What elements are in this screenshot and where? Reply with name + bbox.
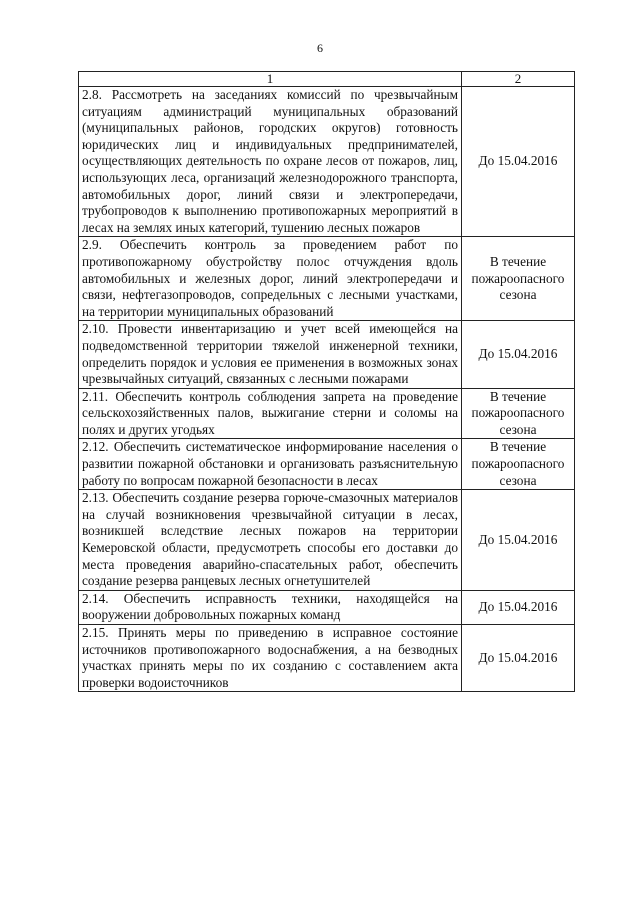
- table-row: [79, 625, 575, 692]
- column-header-2: 2: [462, 72, 575, 87]
- deadline-cell: До 15.04.2016: [462, 590, 575, 624]
- table-row: [79, 237, 575, 321]
- deadline-cell: В течение пожароопасного сезона: [462, 388, 575, 439]
- task-cell: 2.8. Рассмотреть на заседаниях комиссий по чрезвычайным ситуациям администраций муниципальных образований (муниципальных районов, городских округов) готовность юридических лиц и индивидуальных предпринимателей, осуществляющих деятельность по охране лесов от пожаров, лиц, использующих леса, организаций железнодорожного транспорта, автомобильных дорог, линий связи и электропередачи, трубопроводов к выполнению противопожарных мероприятий в лесах на землях иных категорий, тушению лесных пожаров: [79, 87, 462, 237]
- task-cell: 2.11. Обеспечить контроль соблюдения запрета на проведение сельскохозяйственных палов, выжигание стерни и соломы на полях и других угодьях: [79, 388, 462, 439]
- table-row: [79, 87, 575, 237]
- deadline-cell: В течение пожароопасного сезона: [462, 237, 575, 321]
- page-number: 6: [317, 41, 323, 55]
- table-row: [79, 490, 575, 591]
- task-cell: 2.12. Обеспечить систематическое информирование населения о развитии пожарной обстановки и организовать разъяснительную работу по вопросам пожарной безопасности в лесах: [79, 439, 462, 490]
- table-header-row: [79, 72, 575, 87]
- column-header-1: 1: [79, 72, 462, 87]
- table-row: [79, 590, 575, 624]
- deadline-cell: До 15.04.2016: [462, 87, 575, 237]
- table-row: [79, 388, 575, 439]
- task-cell: 2.10. Провести инвентаризацию и учет всей имеющейся на подведомственной территории тяжелой инженерной техники, определить порядок и условия ее применения в возможных зонах чрезвычайных ситуаций, связанных с лесными пожарами: [79, 321, 462, 388]
- table-row: [79, 321, 575, 388]
- task-cell: 2.9. Обеспечить контроль за проведением работ по противопожарному обустройству полос отчуждения вдоль автомобильных и железных дорог, линий электропередачи и связи, нефтегазопроводов, сопредельных с лесными участками, на территории муниципальных образований: [79, 237, 462, 321]
- deadline-cell: До 15.04.2016: [462, 490, 575, 591]
- deadline-cell: До 15.04.2016: [462, 625, 575, 692]
- task-cell: 2.15. Принять меры по приведению в исправное состояние источников противопожарного водоснабжения, а на безводных участках принять меры по их созданию с составлением акта проверки водоисточников: [79, 625, 462, 692]
- measures-table: [78, 71, 575, 692]
- task-cell: 2.14. Обеспечить исправность техники, находящейся на вооружении добровольных пожарных команд: [79, 590, 462, 624]
- deadline-cell: В течение пожароопасного сезона: [462, 439, 575, 490]
- table-row: [79, 439, 575, 490]
- task-cell: 2.13. Обеспечить создание резерва горюче-смазочных материалов на случай возникновения чрезвычайной ситуации в лесах, возникшей вследствие лесных пожаров на территории Кемеровской области, предусмотреть способы его доставки до места проведения аварийно-спасательных работ, обеспечить создание резерва ранцевых лесных огнетушителей: [79, 490, 462, 591]
- deadline-cell: До 15.04.2016: [462, 321, 575, 388]
